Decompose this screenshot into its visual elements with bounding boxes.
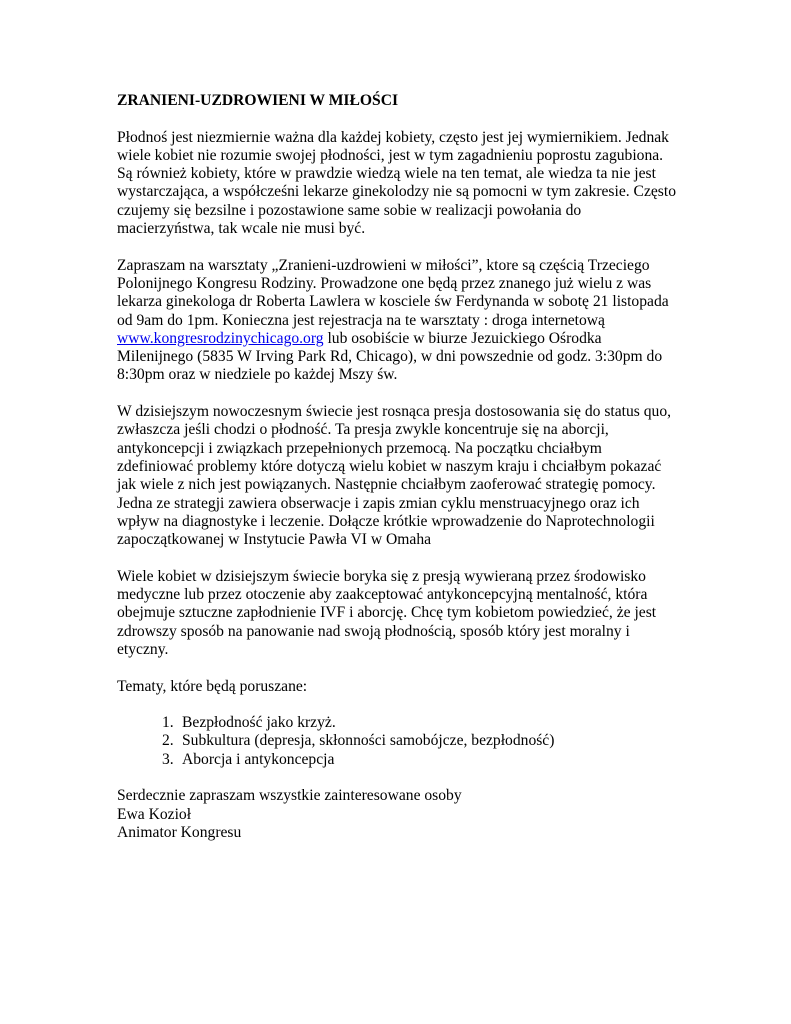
paragraph-line: Jedna ze strategji zawiera obserwacje i zapis zmian cyklu menstruacyjnego oraz ich <box>117 494 640 512</box>
paragraph-line: zapoczątkowanej w Instytucie Pawła VI w Omaha <box>117 531 432 549</box>
link-suffix-text: lub osobiście w biurze Jezuickiego Ośrodka <box>323 329 602 347</box>
document-title: ZRANIENI-UZDROWIENI W MIŁOŚCI <box>117 92 399 109</box>
paragraph-line: zdrowszy sposób na panowanie nad swoją płodnością, sposób który jest moralny i <box>117 622 630 640</box>
paragraph-line: medyczne lub przez otoczenie aby zaakceptować antykoncepcyjną mentalność, która <box>117 586 648 604</box>
topics-list <box>117 714 697 769</box>
paragraph-line: W dzisiejszym nowoczesnym świecie jest rosnąca presja dostosowania się do status quo, <box>117 403 672 421</box>
paragraph-line: macierzyństwa, tak wcale nie musi być. <box>117 220 366 238</box>
paragraph-line: jak wiele z nich jest powiązanych. Następnie chciałbym zaoferować strategię pomocy. <box>117 476 656 494</box>
paragraph-healthier-way <box>117 568 697 659</box>
list-item-text: Subkultura (depresja, skłonności samobójcze, bezpłodność) <box>182 732 555 750</box>
list-item-number: 1. <box>162 714 174 732</box>
paragraph-line: 8:30pm oraz w niedziele po każdej Mszy św. <box>117 366 398 384</box>
paragraph-line: wpływ na diagnostyke i leczenie. Dołącze krótkie wprowadzenie do Naprotechnologii <box>117 512 655 530</box>
list-item-number: 2. <box>162 732 174 750</box>
paragraph-line: zdefiniować problemy które dotyczą wielu kobiet w naszym kraju i chciałbym pokazać <box>117 457 662 475</box>
paragraph-line: antykoncepcji i związkach przepełnionych przemocą. Na początku chciałbym <box>117 439 602 457</box>
paragraph-line: zwłaszcza jeśli chodzi o płodność. Ta presja zwykle koncentruje się na aborcji, <box>117 421 609 439</box>
paragraph-line-with-link <box>117 330 697 348</box>
paragraph-fertility-intro <box>117 129 697 239</box>
signature-name: Ewa Kozioł <box>117 805 192 823</box>
paragraph-line: Milenijnego (5835 W Irving Park Rd, Chicago), w dni powszednie od godz. 3:30pm do <box>117 348 663 366</box>
paragraph-line: lekarza ginekologa dr Roberta Lawlera w kosciele św Ferdynanda w sobotę 21 listopada <box>117 293 669 311</box>
registration-website-link[interactable]: www.kongresrodzinychicago.org <box>117 329 324 347</box>
topics-intro: Tematy, które będą poruszane: <box>117 677 308 695</box>
paragraph-line: Zapraszam na warsztaty „Zranieni-uzdrowieni w miłości”, ktore są częścią Trzeciego <box>117 256 650 274</box>
signature-role: Animator Kongresu <box>117 823 242 841</box>
paragraph-line: Wiele kobiet w dzisiejszym świecie boryka się z presją wywieraną przez środowisko <box>117 567 646 585</box>
list-item-text: Aborcja i antykoncepcja <box>182 750 335 768</box>
signature-block <box>117 787 697 842</box>
paragraph-line: Polonijnego Kongresu Rodziny. Prowadzone one będą przez znanego już wielu z was <box>117 274 652 292</box>
list-item-text: Bezpłodność jako krzyż. <box>182 714 336 732</box>
paragraph-line: obejmuje sztuczne zapłodnienie IVF i aborcję. Chcę tym kobietom powiedzieć, że jest <box>117 604 657 622</box>
paragraph-line: czujemy się bezsilne i pozostawione same sobie w realizacji powołania do <box>117 201 582 219</box>
document-page <box>117 92 697 842</box>
signature-greeting: Serdecznie zapraszam wszystkie zainteresowane osoby <box>117 787 462 805</box>
paragraph-line: od 9am do 1pm. Konieczna jest rejestracja na te warsztaty : droga internetową <box>117 311 605 329</box>
paragraph-line: wiele kobiet nie rozumie swojej płodności, jest w tym zagadnieniu poprostu zagubiona. <box>117 146 664 164</box>
paragraph-line: Płodnoś jest niezmiernie ważna dla każdej kobiety, często jest jej wymiernikiem. Jednak <box>117 128 669 146</box>
paragraph-workshop-invitation <box>117 257 697 385</box>
paragraph-line: wystarczająca, a współcześni lekarze ginekolodzy nie są pomocni w tym zakresie. Często <box>117 183 676 201</box>
list-item <box>117 751 697 769</box>
list-item-number: 3. <box>162 750 174 768</box>
paragraph-line: Są również kobiety, które w prawdzie wiedzą wiele na ten temat, ale wiedza ta nie jest <box>117 165 656 183</box>
list-item <box>117 714 697 732</box>
paragraph-line: etyczny. <box>117 640 169 658</box>
list-item <box>117 732 697 750</box>
paragraph-modern-pressure <box>117 403 697 549</box>
